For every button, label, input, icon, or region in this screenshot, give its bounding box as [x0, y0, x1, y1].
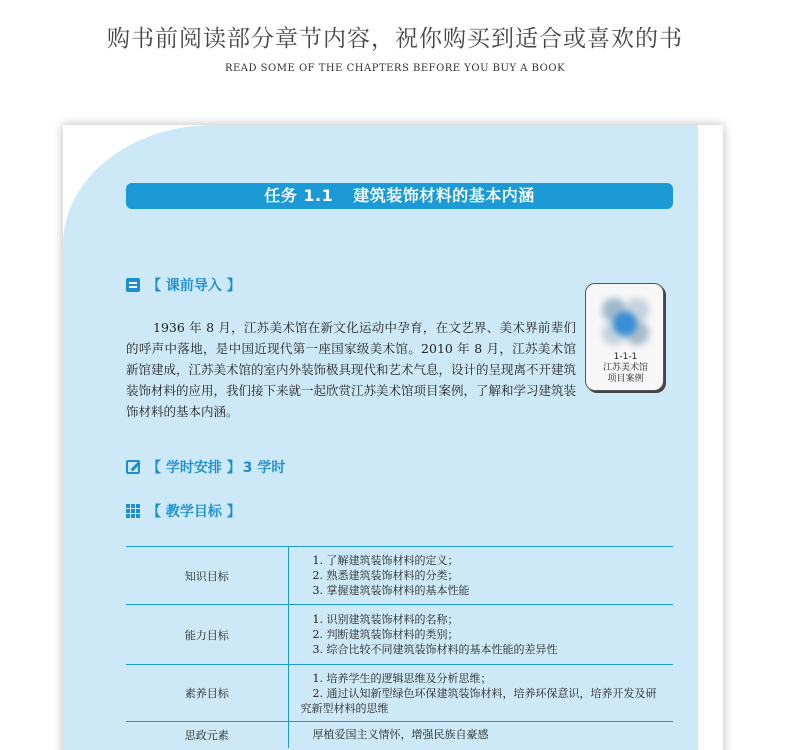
qr-code-label: [586, 363, 665, 385]
list-item: 1. 了解建筑装饰材料的定义；: [312, 554, 459, 567]
list-item: 1. 培养学生的逻辑思维及分析思维；: [312, 671, 492, 685]
row-label: 素养目标: [126, 665, 288, 722]
task-number: 任务 1.1: [264, 186, 334, 205]
row-label: 能力目标: [126, 605, 288, 665]
list-item: 2. 熟悉建筑装饰材料的分类；: [312, 569, 459, 582]
list-item: 3. 掌握建筑装饰材料的基本性能: [312, 584, 470, 597]
row-content: [288, 722, 673, 748]
row-content: [288, 665, 673, 722]
list-item: 1. 识别建筑装饰材料的名称；: [312, 613, 459, 626]
section-schedule-label: 【 学时安排 】: [147, 460, 241, 476]
teaching-goals-table: [126, 546, 673, 748]
list-item: 厚植爱国主义情怀，增强民族自豪感: [312, 728, 489, 742]
section-intro-label: 【 课前导入 】: [147, 278, 241, 294]
row-label: 知识目标: [126, 547, 288, 605]
section-goals-heading: [126, 501, 241, 521]
intro-paragraph: 1936 年 8 月，江苏美术馆在新文化运动中孕育，在文艺界、美术界前辈们的呼声中落地，是中国近现代第一座国家级美术馆。2010 年 8 月，江苏美术馆新馆建成，江苏美术馆的室内外装饰极具现代和艺术气息，设计的呈现离不开建筑装饰材料的应用，我们接下来就一起欣赏江苏美术馆项目案例，了解和学习建筑装饰材料的基本内涵。: [126, 320, 577, 419]
qr-code-number: 1-1-1: [613, 352, 638, 362]
list-item: 2. 判断建筑装饰材料的类别；: [312, 628, 459, 641]
table-row: [126, 547, 673, 605]
list-item: 2. 通过认知新型绿色环保建筑装饰材料，培养环保意识，培养开发及研究新型材料的思维: [300, 686, 657, 715]
row-label: 思政元素: [126, 722, 288, 748]
edit-icon: [126, 460, 140, 474]
qr-label-line1: 江苏美术馆: [602, 363, 648, 373]
row-content: [288, 605, 673, 665]
schedule-hours: 3 学时: [242, 460, 286, 476]
section-schedule-heading: [126, 457, 285, 477]
row-content: [288, 547, 673, 605]
grid-icon: [126, 504, 140, 518]
table-row: [126, 605, 673, 665]
qr-label-line2: 项目案例: [607, 374, 644, 384]
task-title-bar: [126, 183, 673, 209]
table-row: [126, 665, 673, 722]
document-icon: [126, 278, 140, 292]
section-goals-label: 【 教学目标 】: [147, 504, 241, 520]
qr-code-card[interactable]: [585, 283, 664, 391]
page-subtitle: READ SOME OF THE CHAPTERS BEFORE YOU BUY A BOOK: [224, 63, 566, 74]
page-title: 购书前阅读部分章节内容，祝你购买到适合或喜欢的书: [107, 26, 683, 52]
qr-code-image[interactable]: [598, 294, 652, 348]
list-item: 3. 综合比较不同建筑装饰材料的基本性能的差异性: [312, 643, 558, 656]
task-title: 建筑装饰材料的基本内涵: [353, 186, 535, 205]
section-intro-heading: [126, 275, 241, 295]
table-row: [126, 722, 673, 748]
book-page: [63, 125, 723, 750]
